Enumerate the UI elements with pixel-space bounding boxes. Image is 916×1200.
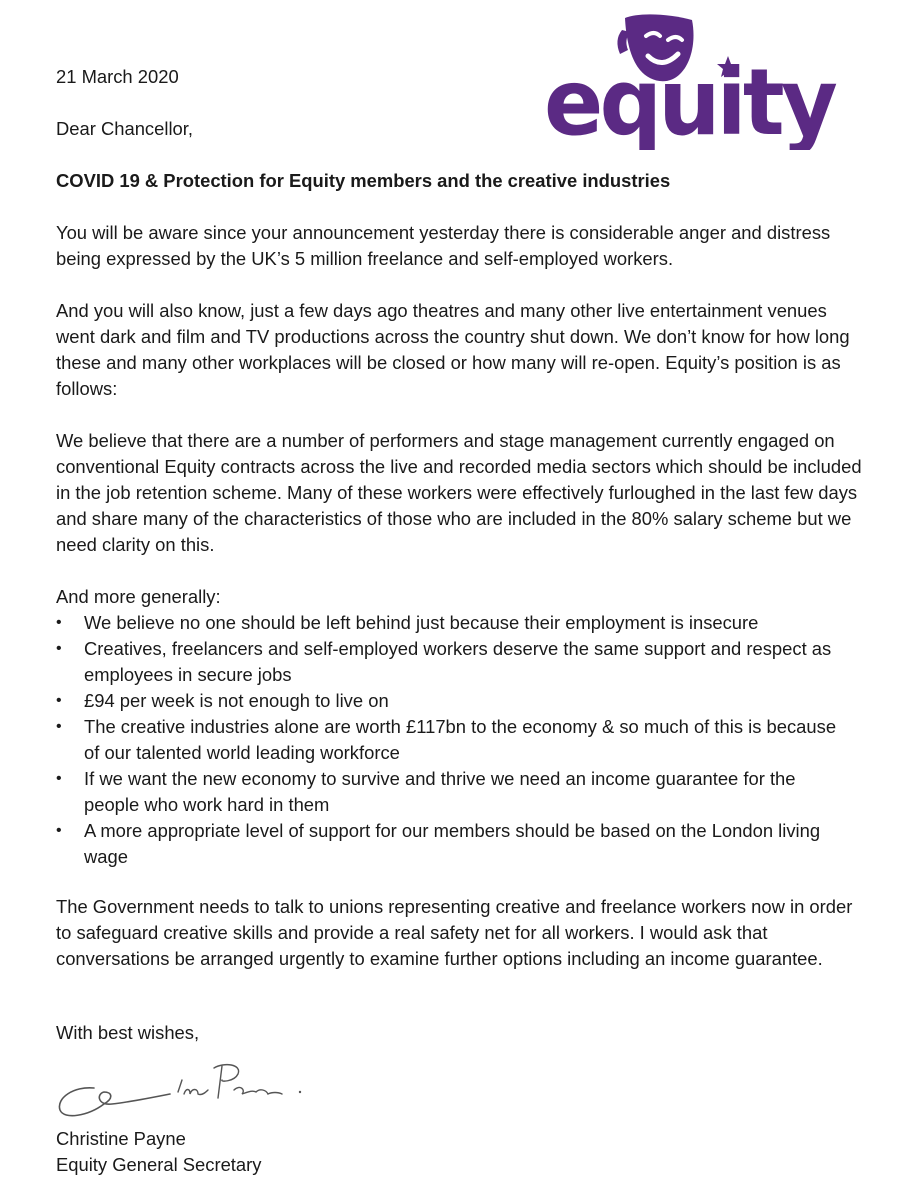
letter-date: 21 March 2020 <box>56 66 179 87</box>
bullet-item: • Creatives, freelancers and self-employed workers deserve the same support and respect as employees in secure jobs <box>56 636 844 688</box>
handwritten-signature <box>54 1058 314 1124</box>
bullet-list <box>56 610 866 870</box>
signatory-name: Christine Payne <box>56 1128 186 1149</box>
bullet-item: • £94 per week is not enough to live on <box>56 688 844 714</box>
paragraph-2: And you will also know, just a few days ago theatres and many other live entertainment venues went dark and film and TV productions across the country shut down. We don’t know for how long these and many other workplaces will be closed or how many will re-open. Equity’s position is as follows: <box>56 300 850 399</box>
bullet-item: • We believe no one should be left behind just because their employment is insecure <box>56 610 844 636</box>
closing: With best wishes, <box>56 1022 200 1043</box>
bullet-item: • A more appropriate level of support for our members should be based on the London living wage <box>56 818 844 870</box>
paragraph-4: The Government needs to talk to unions representing creative and freelance workers now in order to safeguard creative skills and provide a real safety net for all workers. I would ask that conversations be arranged urgently to examine further options including an income guarantee. <box>56 896 853 969</box>
subject-heading: COVID 19 & Protection for Equity members and the creative industries <box>56 170 671 191</box>
bullets-intro: And more generally: <box>56 586 221 607</box>
salutation: Dear Chancellor, <box>56 118 193 139</box>
bullet-item: • If we want the new economy to survive and thrive we need an income guarantee for the people who work hard in them <box>56 766 844 818</box>
signatory-title: Equity General Secretary <box>56 1154 262 1175</box>
paragraph-1: You will be aware since your announcement yesterday there is considerable anger and distress being expressed by the UK’s 5 million freelance and self-employed workers. <box>56 222 831 269</box>
bullet-item: • The creative industries alone are worth £117bn to the economy & so much of this is because of our talented world leading workforce <box>56 714 844 766</box>
paragraph-3: We believe that there are a number of performers and stage management currently engaged on conventional Equity contracts across the live and recorded media sectors which should be included in the job retention scheme. Many of these workers were effectively furloughed in the last few days and share many of the characteristics of those who are included in the 80% salary scheme but we need clarity on this. <box>56 430 862 555</box>
svg-text:equity: equity <box>544 49 837 150</box>
